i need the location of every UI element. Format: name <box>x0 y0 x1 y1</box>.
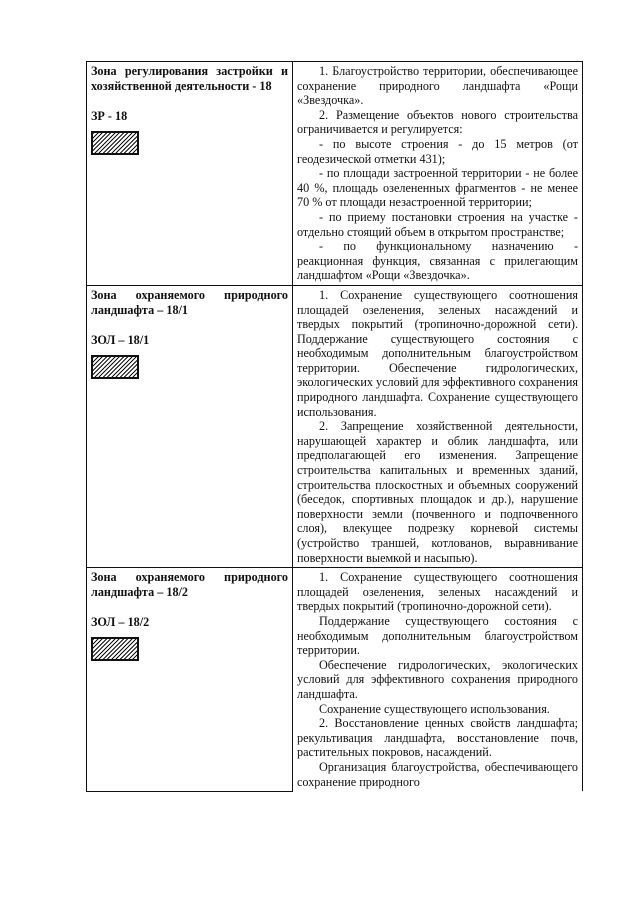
regulation-cell <box>293 568 583 791</box>
zone-cell <box>87 568 293 791</box>
table-row <box>87 285 583 567</box>
hatch-legend-icon <box>91 131 139 155</box>
zones-table <box>86 61 583 792</box>
hatch-legend-icon <box>91 355 139 379</box>
zone-name: Зона регулирования застройки и хозяйственной деятельности - 18 <box>91 64 288 93</box>
zone-name: Зона охраняемого природного ландшафта – 18/1 <box>91 287 288 317</box>
table-row <box>87 62 583 286</box>
zone-cell <box>87 62 293 286</box>
regulation-paragraph: Поддержание существующего состояния с необходимым дополнительным благоустройством территории. <box>297 613 578 658</box>
hatch-legend-icon <box>91 637 139 661</box>
regulation-paragraph: 1. Сохранение существующего соотношения площадей озеленения, зеленых насаждений и твердых покрытий (тропиночно-дорожной сети). <box>297 570 578 614</box>
table-row <box>87 568 583 791</box>
regulation-paragraph: - по высоте строения - до 15 метров (от геодезической отметки 431); <box>297 136 578 166</box>
regulation-paragraph: - по приему постановки строения на участке - отдельно стоящий объем в открытом пространстве; <box>297 209 578 239</box>
regulation-paragraph: Сохранение существующего использования. <box>319 701 550 716</box>
regulation-paragraph: - по функциональному назначению - реакционная функция, связанная с прилегающим ландшафтом «Рощи «Звездочка». <box>297 239 578 283</box>
regulation-paragraph: - по площади застроенной территории - не более 40 %, площадь озелененных фрагментов - не менее 70 % от площади незастроенной территории; <box>297 166 578 210</box>
regulation-paragraph: Обеспечение гидрологических, экологических условий для эффективного сохранения природного ландшафта. <box>297 657 578 701</box>
regulation-paragraph: 2. Размещение объектов нового строительства ограничивается и регулируется: <box>297 107 578 137</box>
regulation-paragraph: 1. Благоустройство территории, обеспечивающее сохранение природного ландшафта «Рощи «Звездочка». <box>297 64 578 108</box>
regulation-cell <box>293 285 583 567</box>
zone-name: Зона охраняемого природного ландшафта – 18/2 <box>91 570 288 600</box>
zone-code: ЗОЛ – 18/1 <box>91 332 150 347</box>
zone-code: ЗОЛ – 18/2 <box>91 615 150 630</box>
zone-code: ЗР - 18 <box>91 109 128 123</box>
regulation-paragraph: 2. Восстановление ценных свойств ландшафта; рекультивация ландшафта, восстановление почв, растительных покровов, насаждений. <box>297 716 578 760</box>
regulation-paragraph: 1. Сохранение существующего соотношения площадей озеленения, зеленых насаждений и твердых покрытий (тропиночно-дорожной сети). Поддержание существующего состояния с необходимым дополнительным благоустройством территории. Обеспечение гидрологических, экологических условий для эффективного сохранения природного ландшафта. Сохранение существующего использования. <box>297 287 578 419</box>
regulation-paragraph: 2. Запрещение хозяйственной деятельности, нарушающей характер и облик ландшафта, или предполагающей его изменения. Запрещение строительства капитальных и временных зданий, строительства плоскостных и объемных сооружений (беседок, спортивных площадок и др.), нарушение поверхности земли (почвенного и подпочвенного слоя), влекущее подрезку корневой системы (устройство траншей, котлованов, выравнивание поверхности выемкой и насыпью). <box>297 419 578 565</box>
regulation-paragraph: Организация благоустройства, обеспечивающего сохранение природного <box>297 759 578 789</box>
regulation-cell <box>293 62 583 286</box>
zone-cell <box>87 285 293 567</box>
